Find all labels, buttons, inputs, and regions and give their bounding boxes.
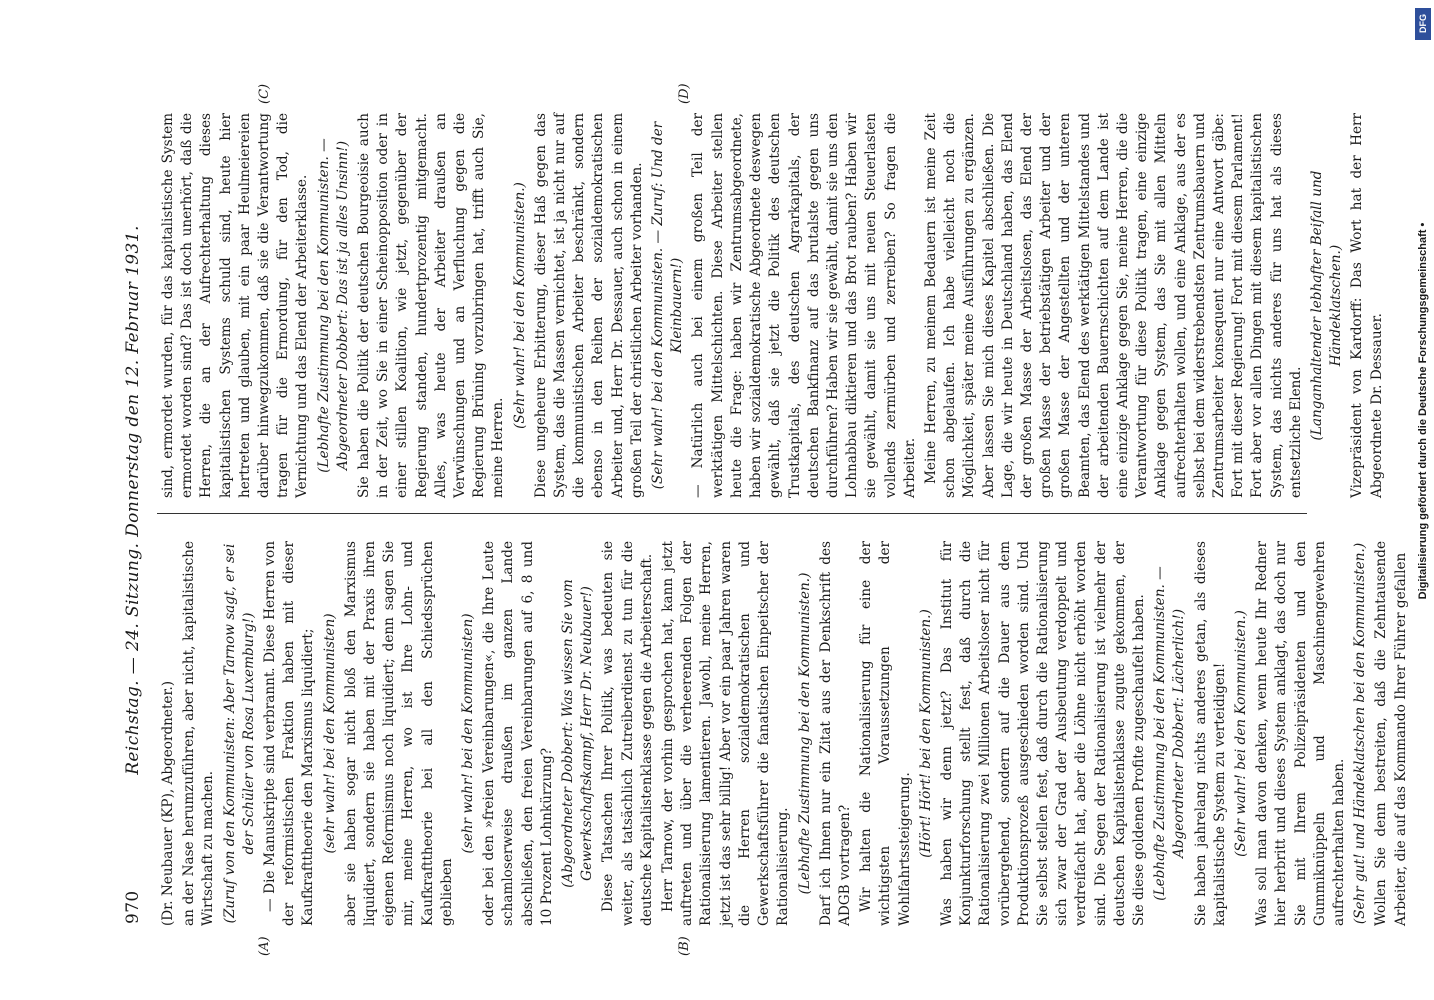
column-divider (157, 513, 1307, 514)
interjection: (Zuruf von den Kommunisten: Aber Tarnow sagt, er sei der Schüler von Rosa Luxemburg!) (221, 543, 257, 924)
paragraph: an der Nase herumzuführen, aber nicht, kapitalistische Wirtschaft zu machen. (181, 541, 217, 926)
interjection: (Abgeordneter Dobbert: Was wissen Sie vom Gewerkschaftskampf, Herr Dr. Neubauer!) (560, 579, 596, 888)
page-header (117, 70, 151, 930)
paragraph: (Dr. Neubauer (KP), Abgeordneter.) (160, 680, 176, 926)
paragraph: Herr Tarnow, der vorhin gesprochen hat, kann jetzt auftreten und über die verheerenden Folgen der Rationalisierung lamentieren. Jawohl, meine Herren, jetzt ist das sehr billig! Aber vor ein paar Jahren waren die Herren sozialdemokratischen und Gewerkschaftsführer die fanatischen Einpeitscher der Rationalisierung. (660, 541, 792, 926)
page-title: Reichstag. — 24. Sitzung. Donnerstag den 12. Februar 1931. (123, 225, 143, 775)
quotation: Wir halten die Nationalisierung für eine der wichtigsten Voraussetzungen der Wohlfahrtssteigerung. (858, 541, 913, 926)
interjection: (Lebhafte Zustimmung bei den Kommunisten. — Abgeordneter Dobbert: Lächerlich!) (1152, 566, 1188, 901)
page-number: 970 (123, 890, 143, 924)
rotated-page (117, 70, 1409, 956)
interjection: (Sehr wahr! bei den Kommunisten.) (1232, 610, 1249, 857)
paragraph: — Natürlich auch bei einem großen Teil der werktätigen Mittelschichten. Diese Arbeiter stellen heute die Frage: haben wir Zentrumsabgeordnete, haben wir sozialdemokratische Abgeordnete deswegen gewählt, daß sie jetzt die Politik des deutschen Trustkapitals, des deutschen Agrarkapitals, der deutschen Bankfinanz auf das brutalste gegen uns durchführen? Haben wir sie gewählt, damit sie uns den Lohnabbau diktieren und das Brot rauben? Haben wir sie gewählt, damit sie uns mit neuen Steuerlasten vollends zermürben und zerreiben? So fragen die Arbeiter. (690, 113, 918, 498)
margin-marker-a: (A) (257, 936, 272, 956)
paragraph: oder bei den »freien Vereinbarungen«, die Ihre Leute schamloserweise draußen im ganzen Lande abschließen, den freien Vereinbarungen auf 6, 8 und 10 Prozent Lohnkürzung? (481, 541, 555, 926)
paragraph: Sie haben die Politik der deutschen Bourgeoisie auch in der Zeit, wo Sie in einer Scheinopposition oder in einer stillen Koalition, wie jetzt, gegenüber der Regierung standen, hundertprozentig mitgemacht. Alles, was heute der Arbeiter draußen an Verwünschungen und an Verfluchung gegen die Regierung Brüning vorzubringen hat, trifft auch Sie, meine Herren. (356, 113, 507, 498)
interjection: (Sehr wahr! bei den Kommunisten. — Zuruf: Und der Kleinbauern!) (650, 121, 686, 490)
interjection: (Langanhaltender lebhafter Beifall und Händeklatschen.) (1308, 170, 1345, 441)
interjection: (Hört! Hört! bei den Kommunisten.) (917, 609, 934, 858)
paragraph: Wollen Sie denn bestreiten, daß die Zehntausende Arbeiter, die auf das Kommando Ihrer Führer gefallen (1373, 541, 1409, 926)
interjection: (Sehr gut! und Händeklatschen bei den Kommunisten.) (1352, 542, 1369, 925)
paragraph: aber sie haben sogar nicht bloß den Marxismus liquidiert, sondern sie haben mit der Praxis ihren eigenen Reformismus noch liquidiert; denn sagen Sie mir, meine Herren, wo ist Ihre Lohn- und Kaufkrafttheorie bei all den Schiedssprüchen geblieben (342, 541, 455, 926)
digitization-credit-bar (1412, 0, 1434, 1000)
left-column (159, 541, 1409, 926)
margin-marker-b: (B) (677, 936, 692, 956)
interjection: (Sehr wahr! bei den Kommunisten.) (511, 182, 528, 429)
paragraph: Diese ungeheure Erbitterung, dieser Haß gegen das System, das die Massen vernichtet, ist ja nicht nur auf die kommunistischen Arbeiter beschränkt, sondern ebenso in den Reihen der sozialdemokratischen Arbeiter und, Herr Dr. Dessauer, auch schon in einem großen Teil der christlichen Arbeiter vorhanden. (532, 113, 645, 498)
interjection: (Lebhafte Zustimmung bei den Kommunisten.) (796, 572, 813, 895)
paragraph: — Die Manuskripte sind verbrannt. Diese Herren von der reformistischen Fraktion haben mit dieser Kaufkrafttheorie den Marxismus liquidiert; (262, 541, 317, 926)
paragraph: Meine Herren, zu meinem Bedauern ist meine Zeit schon abgelaufen. Ich habe vielleicht noch die Möglichkeit, später meine Ausführungen zu ergänzen. Aber lassen Sie mich dieses Kapitel abschließen. Die Lage, die wir heute in Deutschland haben, das Elend der großen Masse der Arbeitslosen, das Elend der großen Masse der betriebstätigen Arbeiter und der großen Masse der Angestellten und der unteren Beamten, das Elend des werktätigen Mittelstandes und der arbeitenden Bauernschichten auf dem Lande ist eine einzige Anklage gegen Sie, meine Herren, die die Verantwortung für diese Politik tragen, eine einzige Anklage gegen System, das Sie mit allen Mitteln aufrechterhalten wollen, und eine Anklage, aus der es selbst bei dem widerstrebendsten Zentrumsbauern und Zentrumsarbeiter konsequent nur eine Antwort gäbe: Fort mit dieser Regierung! Fort mit diesem Parlament! Fort aber vor allen Dingen mit diesem kapitalistischen System, das nichts anderes für uns hat als dieses entsetzliche Elend. (922, 113, 1304, 498)
interjection: (Lebhafte Zustimmung bei den Kommunisten. — Abgeordneter Dobbert: Das ist ja alles Unsinn!) (315, 138, 351, 473)
margin-marker-d: (D) (677, 83, 692, 104)
paragraph: Was soll man davon denken, wenn heute Ihr Redner hier herbritt und dieses System anklagt, das doch nur Sie mit Ihrem Polizeipräsidenten und den Gummiknüppeln und Maschinengewehren aufrechterhalten haben. (1254, 541, 1347, 926)
digitization-credit: Digitalisierung gefördert durch die Deutsche Forschungsgemeinschaft • (1417, 222, 1429, 600)
interjection: (sehr wahr! bei den Kommunisten) (460, 613, 477, 854)
interjection: (sehr wahr! bei den Kommunisten) (321, 613, 338, 854)
paragraph: Diese Tatsachen Ihrer Politik, was bedeuten sie weiter, als tatsächlich Zutreiberdienst zu tun für die deutsche Kapitalistenklasse gegen die Arbeiterschaft. (600, 541, 655, 926)
margin-marker-c: (C) (257, 83, 272, 104)
paragraph: Darf ich Ihnen nur ein Zitat aus der Denkschrift des ADGB vortragen? (817, 541, 853, 926)
paragraph: Sie haben jahrelang nichts anderes getan, als dieses kapitalistische System zu verteidigen! (1192, 541, 1228, 926)
paragraph: Vizepräsident von Kardorff: Das Wort hat der Herr Abgeordnete Dr. Dessauer. (1349, 113, 1385, 498)
paragraph: sind, ermordet wurden, für das kapitalistische System ermordet worden sind? Das ist doch unerhört, daß die Herren, die an der Aufrechterhaltung dieses kapitalistischen Systems schuld sind, heute hier hertreten und glauben, mit ein paar Heulmeiereien darüber hinwegzukommen, daß sie die Verantwortung tragen für die Ermordung, für den Tod, die Vernichtung und das Elend der Arbeiterklasse. (160, 113, 311, 498)
right-column (159, 113, 1385, 498)
dfg-logo: DFG (1415, 8, 1431, 40)
paragraph: Was haben wir denn jetzt? Das Institut für Konjunkturforschung stellt fest, daß durch die Rationalisierung zwei Millionen Arbeitsloser nicht für vorübergehend, sondern auf die Dauer aus dem Produktionsprozeß ausgeschieden worden sind. Und Sie selbst stellen fest, daß durch die Rationalisierung sich zwar der Grad der Ausbeutung verdoppelt und verdreifacht hat, aber die Löhne nicht erhöht worden sind. Die Segen der Rationalisierung ist vielmehr der deutschen Kapitalistenklasse zugute gekommen, der Sie diese goldenen Profite zugeschaufelt haben. (938, 541, 1147, 926)
